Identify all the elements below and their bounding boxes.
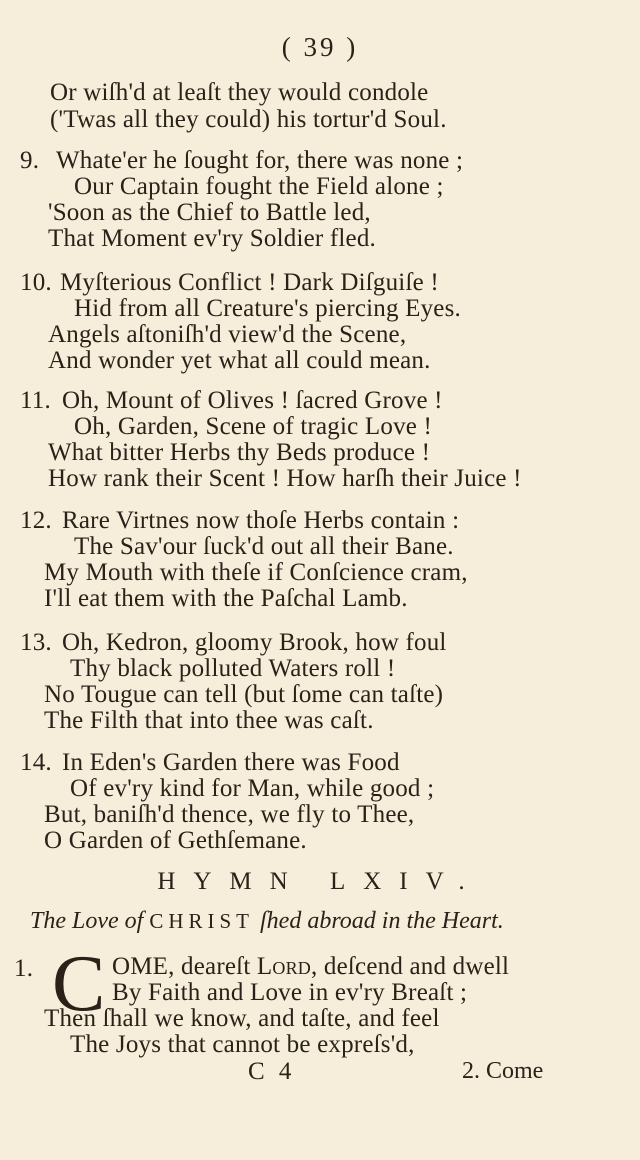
verse-line: My Mouth with theſe if Conſcience cram, — [44, 559, 468, 586]
verse-line: But, baniſh'd thence, we fly to Thee, — [44, 801, 415, 828]
verse-line: Or wiſh'd at leaſt they would condole — [50, 79, 429, 106]
verse-line: In Eden's Garden there was Food — [62, 749, 400, 776]
verse-line: No Tougue can tell (but ſome can taſte) — [44, 681, 444, 708]
verse-line: And wonder yet what all could mean. — [48, 347, 431, 374]
verse-line: Of ev'ry kind for Man, while good ; — [70, 775, 435, 802]
verse-line: Hid from all Creature's piercing Eyes. — [74, 295, 461, 322]
verse-line: Thy black polluted Waters roll ! — [70, 655, 396, 682]
verse-line: ('Twas all they could) his tortur'd Soul. — [50, 106, 447, 133]
stanza-number: 13. — [20, 629, 52, 656]
signature-mark: C 4 — [248, 1058, 296, 1085]
catchword: 2. Come — [462, 1058, 544, 1084]
verse-line: Oh, Mount of Olives ! ſacred Grove ! — [62, 387, 443, 414]
verse-line: Myſterious Conflict ! Dark Diſguiſe ! — [60, 269, 439, 296]
verse-text: OME, deareſt — [112, 953, 251, 980]
verse-line: Angels aſtoniſh'd view'd the Scene, — [48, 321, 407, 348]
hymn-subtitle — [30, 908, 590, 935]
verse-line: Our Captain fought the Field alone ; — [74, 173, 444, 200]
verse-line: Oh, Kedron, gloomy Brook, how foul — [62, 629, 447, 656]
stanza-number: 12. — [20, 507, 52, 534]
verse-line: The Joys that cannot be expreſs'd, — [70, 1031, 415, 1058]
stanza-number: 9. — [20, 147, 40, 174]
verse-line: Oh, Garden, Scene of tragic Love ! — [74, 413, 433, 440]
verse-text: deſcend and dwell — [323, 953, 510, 980]
page-number: ( 39 ) — [281, 32, 359, 62]
verse-line: Whate'er he ſought for, there was none ; — [56, 147, 464, 174]
verse-line: How rank their Scent ! How harſh their Juice ! — [48, 465, 522, 492]
verse-line: Rare Virtnes now thoſe Herbs contain : — [62, 507, 460, 534]
verse-line: That Moment ev'ry Soldier fled. — [48, 225, 376, 252]
verse-line: What bitter Herbs thy Beds produce ! — [48, 439, 431, 466]
subtitle-christ: CHRIST — [149, 909, 255, 933]
verse-line: By Faith and Love in ev'ry Breaſt ; — [112, 979, 468, 1006]
verse-lord: Lord, — [256, 953, 318, 980]
subtitle-text: The Love of — [30, 908, 144, 934]
verse-line: The Filth that into thee was caſt. — [44, 707, 374, 734]
hymn-title: HYMN LXIV. — [157, 868, 483, 895]
stanza-number: 1. — [14, 955, 34, 982]
verse-line: 'Soon as the Chief to Battle led, — [48, 199, 371, 226]
verse-line: O Garden of Gethſemane. — [44, 827, 307, 854]
verse-line: I'll eat them with the Paſchal Lamb. — [44, 585, 408, 612]
stanza-number: 11. — [20, 387, 51, 414]
stanza-number: 14. — [20, 749, 52, 776]
verse-line: Then ſhall we know, and taſte, and feel — [44, 1005, 440, 1032]
verse-line: The Sav'our ſuck'd out all their Bane. — [74, 533, 454, 560]
drop-cap: C — [52, 940, 106, 1028]
subtitle-text: ſhed abroad in the Heart. — [260, 908, 504, 934]
stanza-number: 10. — [20, 269, 52, 296]
